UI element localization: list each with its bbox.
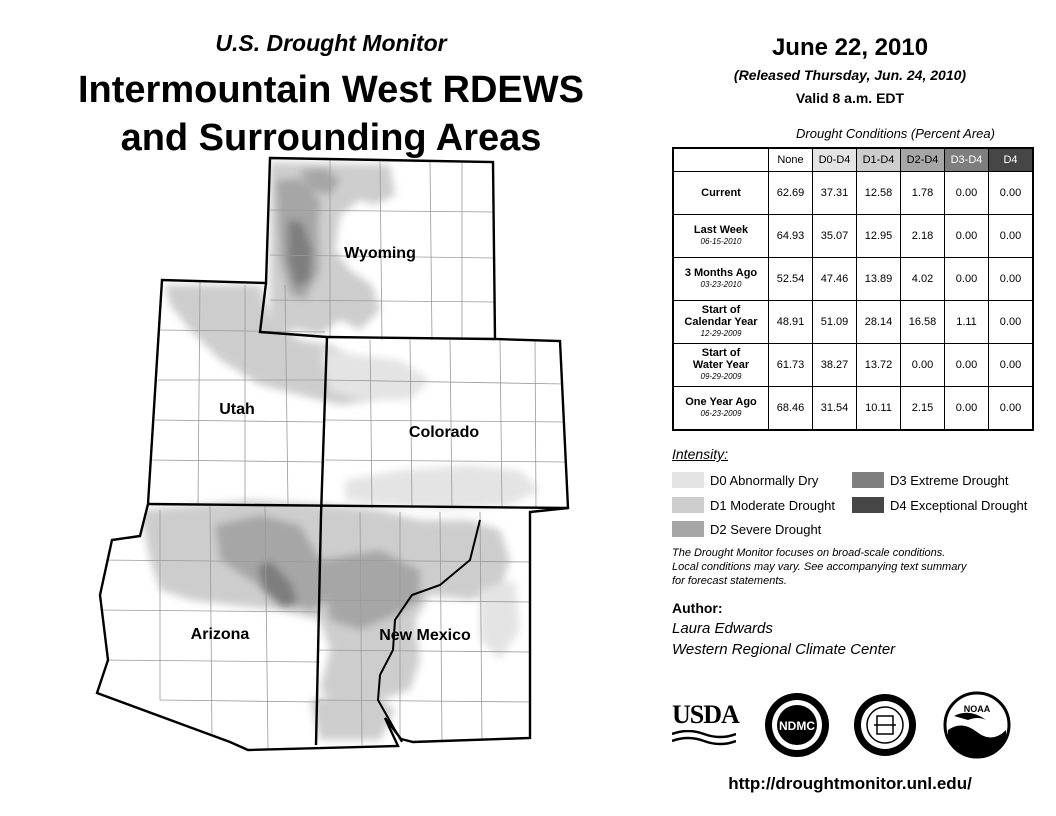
author-org: Western Regional Climate Center bbox=[672, 641, 896, 658]
state-label-wyoming: Wyoming bbox=[344, 245, 416, 262]
table-cell: 48.91 bbox=[769, 301, 813, 344]
table-cell: 68.46 bbox=[769, 387, 813, 431]
state-label-utah: Utah bbox=[219, 401, 255, 418]
table-cell: 4.02 bbox=[901, 258, 945, 301]
row-date: 06-15-2010 bbox=[700, 237, 742, 246]
row-label bbox=[673, 387, 769, 431]
col-header-d3-d4: D3-D4 bbox=[945, 148, 989, 172]
row-label bbox=[673, 301, 769, 344]
table-corner bbox=[673, 148, 769, 172]
table-cell: 38.27 bbox=[813, 344, 857, 387]
table-cell: 2.18 bbox=[901, 215, 945, 258]
row-label-text: Water Year bbox=[692, 359, 750, 371]
row-label-text: Calendar Year bbox=[684, 316, 758, 328]
table-cell: 35.07 bbox=[813, 215, 857, 258]
website-link[interactable]: http://droughtmonitor.unl.edu/ bbox=[728, 774, 972, 793]
table-cell: 0.00 bbox=[989, 301, 1034, 344]
row-label-text: Current bbox=[701, 187, 741, 199]
table-cell: 2.15 bbox=[901, 387, 945, 431]
state-label-new-mexico: New Mexico bbox=[379, 627, 471, 644]
row-label-text: Last Week bbox=[693, 224, 749, 236]
valid-time: Valid 8 a.m. EDT bbox=[795, 90, 905, 106]
map-title-line2: and Surrounding Areas bbox=[120, 117, 542, 159]
row-label-text: Start of bbox=[701, 304, 741, 316]
table-cell: 0.00 bbox=[945, 172, 989, 215]
row-label-text: One Year Ago bbox=[685, 396, 757, 408]
note-line-1: The Drought Monitor focuses on broad-scale conditions. bbox=[672, 547, 946, 559]
table-caption: Drought Conditions (Percent Area) bbox=[796, 126, 995, 141]
row-label bbox=[673, 258, 769, 301]
col-header-d2-d4: D2-D4 bbox=[901, 148, 945, 172]
legend-title: Intensity: bbox=[672, 446, 729, 462]
map-title-line1: Intermountain West RDEWS bbox=[78, 69, 584, 111]
legend-label-d3: D3 Extreme Drought bbox=[890, 473, 1009, 488]
map-subtitle: U.S. Drought Monitor bbox=[215, 30, 447, 56]
noaa-logo-text: NOAA bbox=[963, 704, 991, 714]
table-row bbox=[673, 258, 1033, 301]
table-cell: 0.00 bbox=[945, 387, 989, 431]
table-cell: 12.95 bbox=[857, 215, 901, 258]
row-label bbox=[673, 344, 769, 387]
table-cell: 16.58 bbox=[901, 301, 945, 344]
legend-swatch-d2 bbox=[672, 521, 704, 537]
note-line-3: for forecast statements. bbox=[672, 575, 787, 587]
row-label bbox=[673, 215, 769, 258]
row-label-text: Start of bbox=[701, 347, 741, 359]
table-cell: 0.00 bbox=[989, 172, 1034, 215]
noaa-logo bbox=[942, 690, 1012, 760]
doc-seal-logo bbox=[852, 692, 918, 758]
legend-swatch-d3 bbox=[852, 472, 884, 488]
usda-logo: USDA bbox=[672, 700, 739, 729]
table-cell: 0.00 bbox=[989, 344, 1034, 387]
table-cell: 0.00 bbox=[945, 215, 989, 258]
table-cell: 64.93 bbox=[769, 215, 813, 258]
table-cell: 0.00 bbox=[945, 258, 989, 301]
table-cell: 28.14 bbox=[857, 301, 901, 344]
drought-conditions-table bbox=[672, 147, 1034, 431]
table-cell: 0.00 bbox=[989, 215, 1034, 258]
col-header-d1-d4: D1-D4 bbox=[857, 148, 901, 172]
release-date: (Released Thursday, Jun. 24, 2010) bbox=[733, 67, 967, 83]
table-cell: 62.69 bbox=[769, 172, 813, 215]
table-cell: 0.00 bbox=[901, 344, 945, 387]
legend-swatch-d0 bbox=[672, 472, 704, 488]
author-heading: Author: bbox=[672, 600, 723, 616]
table-cell: 0.00 bbox=[989, 258, 1034, 301]
table-cell: 61.73 bbox=[769, 344, 813, 387]
row-date: 12-29-2009 bbox=[700, 329, 742, 338]
table-cell: 0.00 bbox=[945, 344, 989, 387]
col-header-d0-d4: D0-D4 bbox=[813, 148, 857, 172]
col-header-none: None bbox=[769, 148, 813, 172]
table-cell: 47.46 bbox=[813, 258, 857, 301]
table-row bbox=[673, 215, 1033, 258]
disclaimer-note bbox=[672, 546, 1032, 588]
table-cell: 13.72 bbox=[857, 344, 901, 387]
legend-label-d1: D1 Moderate Drought bbox=[710, 498, 836, 513]
table-cell: 13.89 bbox=[857, 258, 901, 301]
usda-logo-waves bbox=[672, 730, 736, 746]
row-date: 03-23-2010 bbox=[700, 280, 742, 289]
ndmc-logo bbox=[762, 690, 832, 760]
state-label-colorado: Colorado bbox=[408, 424, 480, 441]
legend-swatch-d4 bbox=[852, 497, 884, 513]
table-cell: 37.31 bbox=[813, 172, 857, 215]
table-row bbox=[673, 344, 1033, 387]
ndmc-logo-text: NDMC bbox=[779, 719, 815, 733]
table-cell: 0.00 bbox=[989, 387, 1034, 431]
legend-label-d0: D0 Abnormally Dry bbox=[710, 473, 819, 488]
table-cell: 1.11 bbox=[945, 301, 989, 344]
legend-label-d4: D4 Exceptional Drought bbox=[890, 498, 1028, 513]
table-cell: 1.78 bbox=[901, 172, 945, 215]
row-label bbox=[673, 172, 769, 215]
table-cell: 12.58 bbox=[857, 172, 901, 215]
table-row bbox=[673, 301, 1033, 344]
note-line-2: Local conditions may vary. See accompanying text summary bbox=[672, 561, 967, 573]
col-header-d4: D4 bbox=[989, 148, 1034, 172]
table-row bbox=[673, 172, 1033, 215]
state-label-arizona: Arizona bbox=[190, 626, 250, 643]
row-date: 06-23-2009 bbox=[700, 409, 742, 418]
legend-swatch-d1 bbox=[672, 497, 704, 513]
table-header-row bbox=[673, 148, 1033, 172]
table-row bbox=[673, 387, 1033, 431]
row-date: 09-29-2009 bbox=[700, 372, 742, 381]
row-label-text: 3 Months Ago bbox=[684, 267, 758, 279]
table-cell: 52.54 bbox=[769, 258, 813, 301]
table-cell: 31.54 bbox=[813, 387, 857, 431]
legend-label-d2: D2 Severe Drought bbox=[710, 522, 822, 537]
table-cell: 51.09 bbox=[813, 301, 857, 344]
author-name: Laura Edwards bbox=[672, 620, 773, 637]
map-date: June 22, 2010 bbox=[771, 34, 929, 61]
table-cell: 10.11 bbox=[857, 387, 901, 431]
